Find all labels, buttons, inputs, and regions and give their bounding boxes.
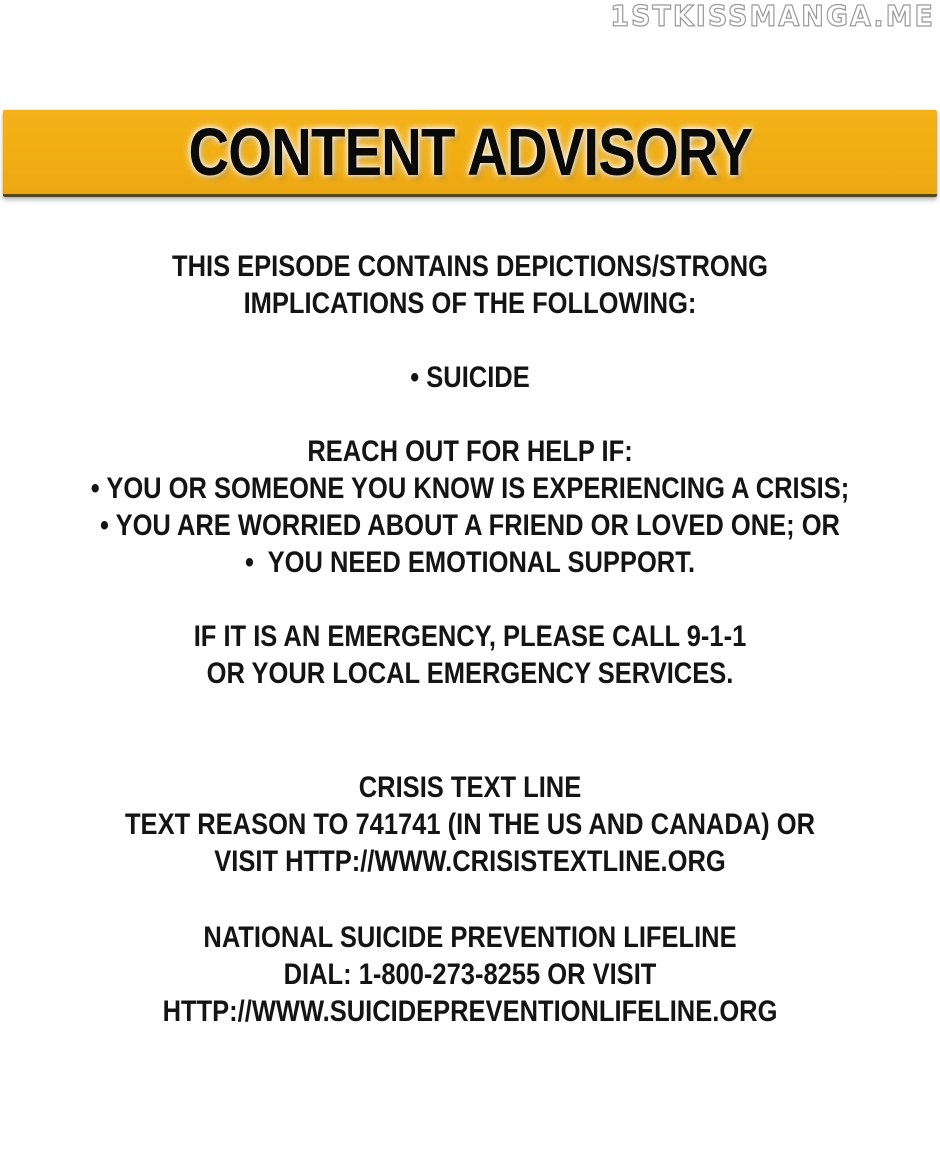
section-topics [71, 359, 870, 396]
advisory-line: REACH OUT FOR HELP IF: [307, 435, 633, 468]
crisis-text-line-url: VISIT HTTP://WWW.CRISISTEXTLINE.ORG [214, 845, 726, 878]
advisory-bullet: • YOU ARE WORRIED ABOUT A FRIEND OR LOVED ONE; OR [100, 509, 840, 542]
advisory-line: TEXT REASON TO 741741 (IN THE US AND CANADA) OR [124, 808, 816, 841]
advisory-line: IMPLICATIONS OF THE FOLLOWING: [243, 287, 697, 320]
advisory-line: THIS EPISODE CONTAINS DEPICTIONS/STRONG [171, 250, 769, 283]
advisory-body [0, 248, 940, 1030]
site-watermark: 1STKISSMANGA.ME [610, 1, 935, 34]
advisory-banner [3, 110, 937, 197]
advisory-bullet: • YOU NEED EMOTIONAL SUPPORT. [244, 546, 696, 579]
advisory-line: IF IT IS AN EMERGENCY, PLEASE CALL 9-1-1 [193, 620, 747, 653]
topic-bullet: • SUICIDE [410, 361, 530, 394]
section-emergency [71, 618, 870, 692]
advisory-line: OR YOUR LOCAL EMERGENCY SERVICES. [206, 657, 734, 690]
section-intro [71, 248, 870, 322]
advisory-bullet: • YOU OR SOMEONE YOU KNOW IS EXPERIENCING A CRISIS; [90, 472, 850, 505]
advisory-line: CRISIS TEXT LINE [358, 771, 582, 804]
advisory-line: DIAL: 1-800-273-8255 OR VISIT [283, 958, 657, 991]
page-title: CONTENT ADVISORY [188, 114, 752, 190]
section-reach-out [71, 433, 870, 581]
advisory-line: NATIONAL SUICIDE PREVENTION LIFELINE [203, 921, 737, 954]
section-crisis-text-line [71, 769, 870, 880]
section-lifeline [71, 919, 870, 1030]
lifeline-url: HTTP://WWW.SUICIDEPREVENTIONLIFELINE.ORG [162, 995, 778, 1028]
